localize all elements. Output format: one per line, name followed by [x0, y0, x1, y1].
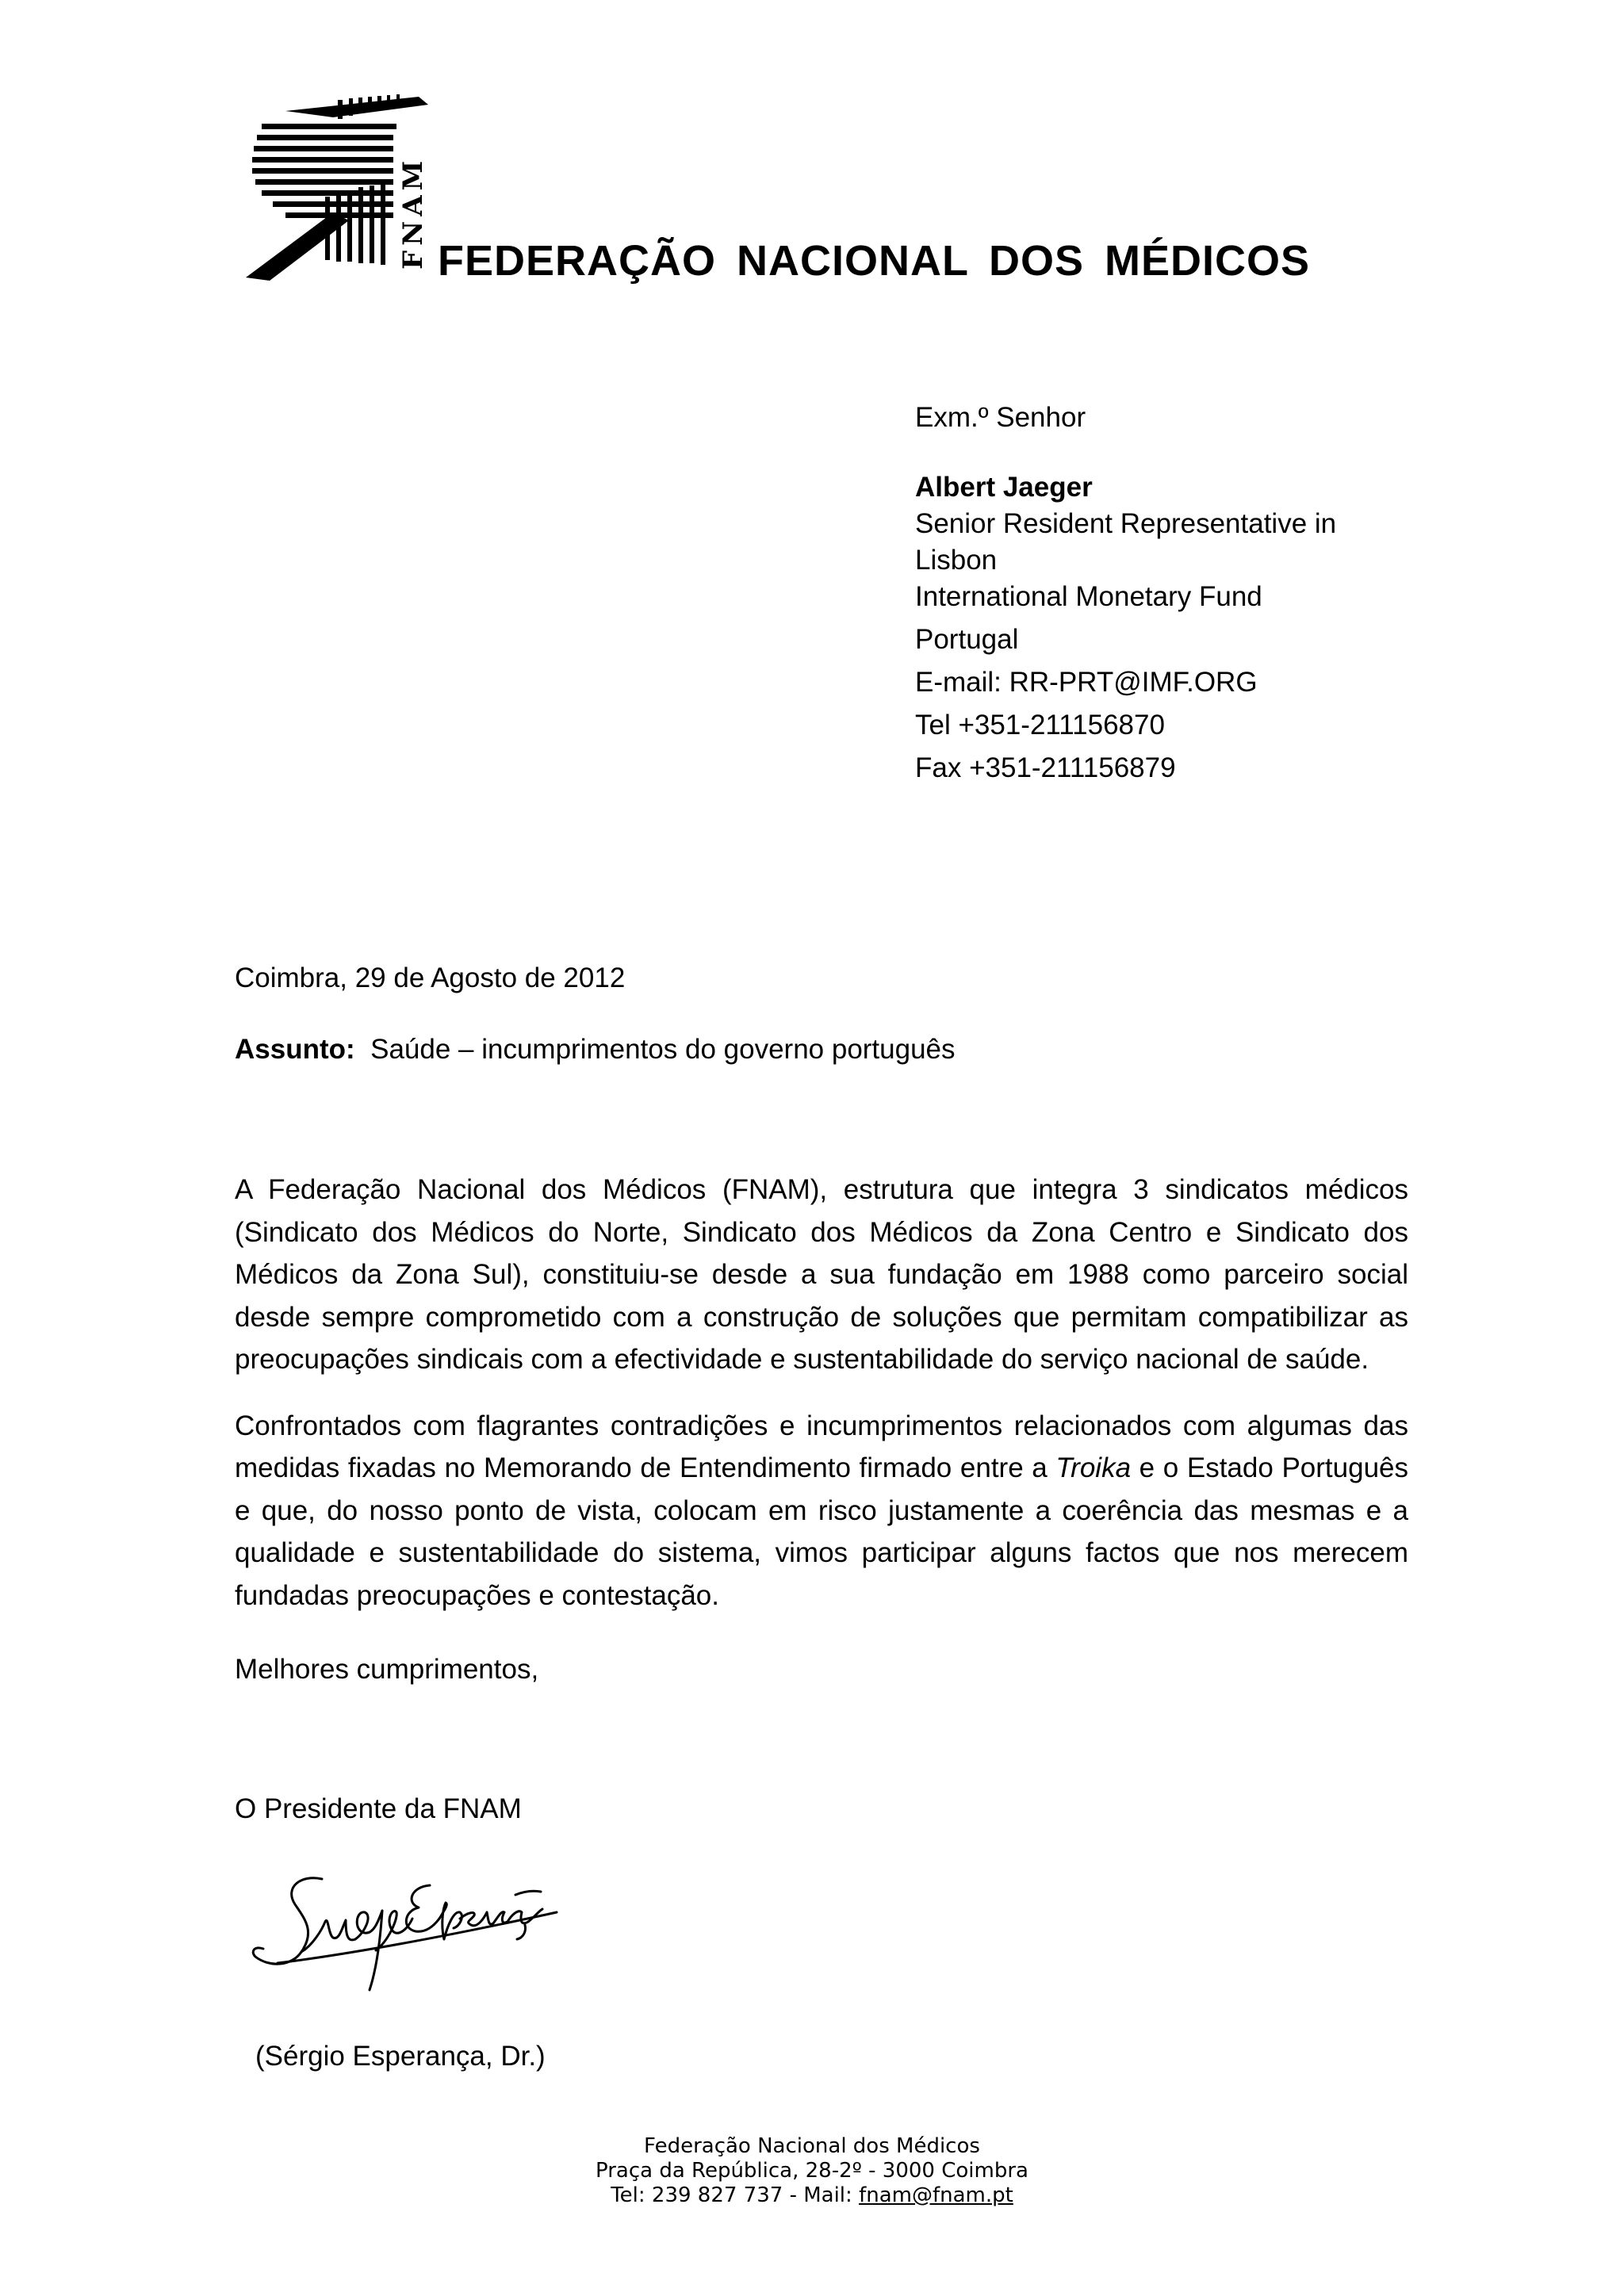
footer-org-name: Federação Nacional dos Médicos	[644, 2134, 980, 2158]
letter-body	[235, 1169, 1408, 1640]
footer-contact	[0, 2183, 1624, 2208]
footer-email-link[interactable]: fnam@fnam.pt	[859, 2183, 1013, 2207]
place-date: Coimbra, 29 de Agosto de 2012	[235, 962, 626, 993]
signer-title: O Presidente da FNAM	[235, 1793, 522, 1824]
fnam-logo	[238, 94, 436, 282]
organization-title: FEDERAÇÃO NACIONAL DOS MÉDICOS	[438, 237, 1311, 285]
subject-text: Saúde – incumprimentos do governo português	[370, 1034, 956, 1065]
logo-text: FNAM	[397, 155, 429, 270]
closing-line: Melhores cumprimentos,	[235, 1654, 539, 1685]
recipient-block	[915, 400, 1359, 786]
recipient-email: E-mail: RR-PRT@IMF.ORG	[915, 667, 1258, 698]
handwritten-signature	[246, 1863, 563, 1998]
signer-name: (Sérgio Esperança, Dr.)	[255, 2041, 546, 2072]
letterhead-footer	[0, 2134, 1624, 2208]
recipient-role: Senior Resident Representative in Lisbon	[915, 508, 1337, 576]
recipient-name: Albert Jaeger	[915, 472, 1093, 503]
recipient-fax: Fax +351-211156879	[915, 752, 1176, 783]
footer-phone: Tel: 239 827 737 - Mail:	[611, 2183, 860, 2207]
body-paragraph-1: A Federação Nacional dos Médicos (FNAM), estrutura que integra 3 sindicatos médicos (Sindicato dos Médicos do Norte, Sindicato dos Médicos da Zona Centro e Sindicato dos Médicos da Zona Sul), constituiu-se desde a sua fundação em 1988 como parceiro social desde sempre comprometido com a construção de soluções que permitam compatibilizar as preocupações sindicais com a efectividade e sustentabilidade do serviço nacional de saúde.	[235, 1174, 1408, 1375]
troika-term: Troika	[1055, 1452, 1132, 1483]
recipient-country: Portugal	[915, 624, 1019, 655]
subject-label: Assunto:	[235, 1034, 355, 1065]
recipient-tel: Tel +351-211156870	[915, 710, 1165, 740]
logo-stripes-icon	[252, 124, 396, 218]
logo-lower-wing-icon	[246, 212, 349, 281]
footer-address: Praça da República, 28-2º - 3000 Coimbra	[596, 2159, 1028, 2183]
paragraph-2-end: e o Estado Português e que, do nosso ponto de vista, colocam em risco justamente a coerência das mesmas e a qualidade e sustentabilidade do sistema, vimos participar alguns factos que nos merecem fundadas preocupações e contestação.	[235, 1452, 1409, 1611]
logo-top-wing-icon	[285, 94, 428, 119]
paragraph-2-start: Confrontados com flagrantes contradições e incumprimentos relacionados com algumas das medidas fixadas no Memorando de Entendimento firmado entre a	[235, 1410, 1408, 1483]
recipient-organization: International Monetary Fund	[915, 581, 1262, 612]
recipient-salutation: Exm.º Senhor	[915, 402, 1086, 433]
body-paragraph-2	[235, 1405, 1408, 1617]
subject-line	[235, 1034, 956, 1066]
